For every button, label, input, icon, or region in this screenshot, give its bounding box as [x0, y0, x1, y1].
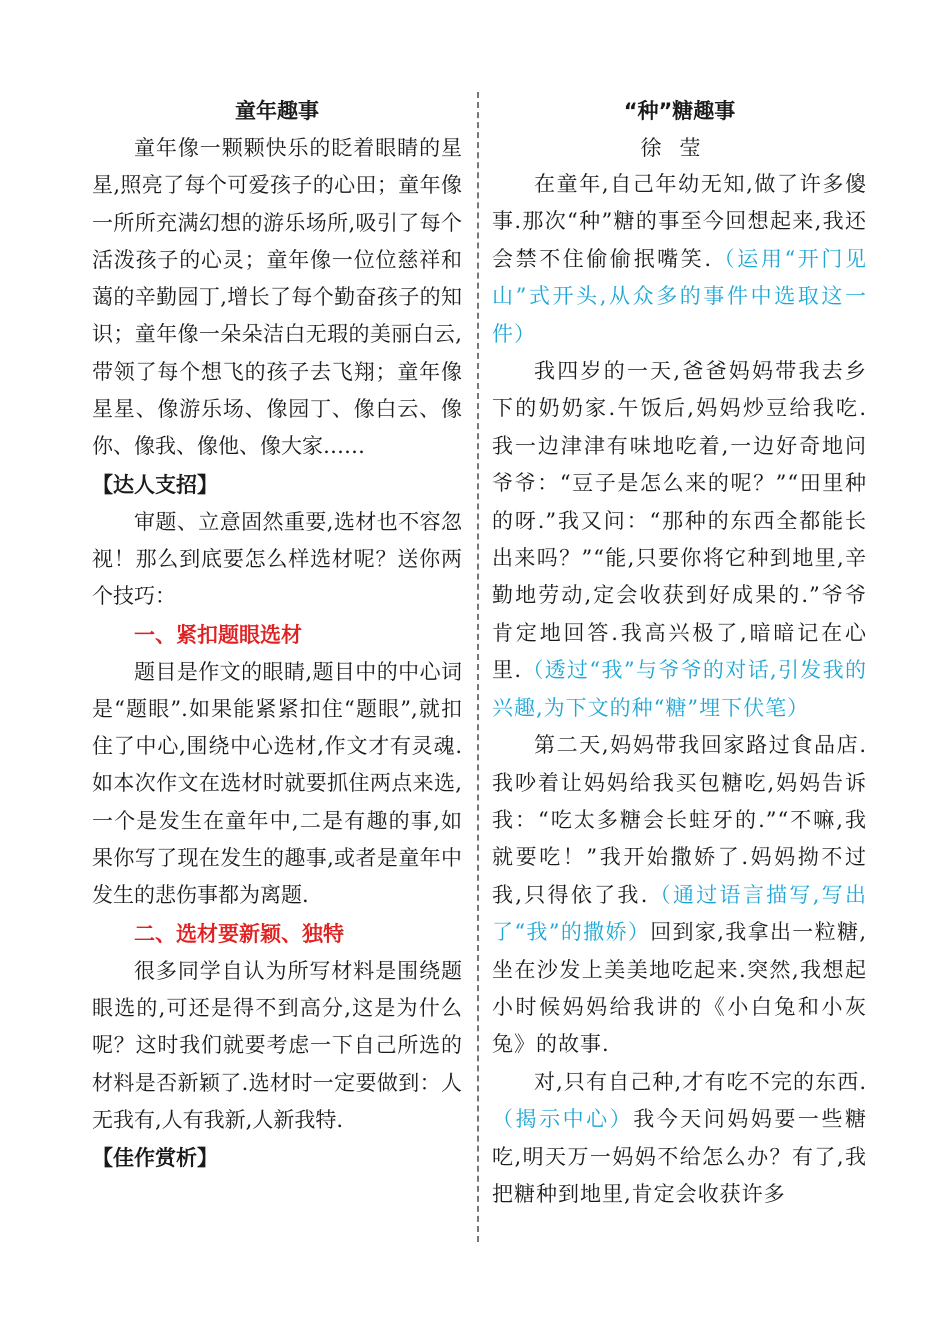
tip2-heading: 二、选材要新颖、独特: [134, 921, 344, 946]
tip2-paragraph: 很多同学自认为所写材料是围绕题眼选的,可还是得不到高分,这是为什么呢？这时我们就要考虑一下自己所选的材料是否新颖了.选材时一定要做到：人无我有,人有我新,人新我特.: [92, 958, 462, 1132]
commentary-note: （运用“开门见山”式开头,从众多的事件中选取这一件）: [492, 246, 867, 346]
essay-paragraph-4: [492, 1064, 867, 1214]
commentary-note: （通过语言描写,写出了“我”的撒娇）: [492, 882, 867, 945]
paragraph-text: 回到家,我拿出一粒糖,坐在沙发上美美地吃起来.突然,我想起小时候妈妈给我讲的《小白兔和小灰兔》的故事.: [492, 920, 867, 1057]
tips-section-heading: 【达人支招】: [92, 472, 218, 497]
right-column: [492, 92, 867, 1213]
essay-paragraph-1: [492, 166, 867, 353]
article-title: 童年趣事: [235, 99, 319, 123]
paragraph-text: 第二天,妈妈带我回家路过食品店.我吵着让妈妈给我买包糖吃,妈妈告诉我：“吃太多糖会长蛀牙的.”“不嘛,我就要吃！”我开始撒娇了.妈妈拗不过我,只得依了我.: [492, 733, 867, 907]
essay-paragraph-3: [492, 727, 867, 1064]
left-column: [92, 92, 462, 1177]
paragraph-text: 我今天问妈妈要一些糖吃,明天万一妈妈不给怎么办？有了,我把糖种到地里,肯定会收获许多: [492, 1107, 868, 1206]
tip1-paragraph: 题目是作文的眼睛,题目中的中心词是“题眼”.如果能紧紧扣住“题眼”,就扣住了中心,围绕中心选材,作文才有灵魂.如本次作文在选材时就要抓住两点来选,一个是发生在童年中,二是有趣的事,如果你写了现在发生的趣事,或者是童年中发生的悲伤事都为离题.: [92, 659, 462, 908]
column-divider: [477, 92, 479, 1242]
appreciation-section-heading: 【佳作赏析】: [92, 1146, 218, 1171]
commentary-note: （透过“我”与爷爷的对话,引发我的兴趣,为下文的种“糖”埋下伏笔）: [492, 658, 867, 720]
tips-intro-paragraph: 审题、立意固然重要,选材也不容忽视！那么到底要怎么样选材呢？送你两个技巧：: [92, 509, 462, 609]
intro-paragraph: 童年像一颗颗快乐的眨着眼睛的星星,照亮了每个可爱孩子的心田；童年像一所所充满幻想的游乐场所,吸引了每个活泼孩子的心灵；童年像一位位慈祥和蔼的辛勤园丁,增长了每个勤奋孩子的知识；童年像一朵朵洁白无瑕的美丽白云,带领了每个想飞的孩子去飞翔；童年像星星、像游乐场、像园丁、像白云、像你、像我、像他、像大家……: [92, 136, 462, 459]
paragraph-text: 在童年,自己年幼无知,做了许多傻事.那次“种”糖的事至今回想起来,我还会禁不住偷偷抿嘴笑.: [492, 172, 867, 271]
essay-title: “种”糖趣事: [623, 99, 736, 123]
paragraph-text: 对,只有自己种,才有吃不完的东西.: [534, 1069, 867, 1094]
essay-paragraph-2: [492, 353, 867, 727]
essay-author: 徐莹: [640, 136, 719, 160]
paragraph-text: 我四岁的一天,爸爸妈妈带我去乡下的奶奶家.午饭后,妈妈炒豆给我吃.我一边津津有味地吃着,一边好奇地问爷爷：“豆子是怎么来的呢？”“田里种的呀.”我又问：“那种的东西全都能长出来吗？”“能,只要你将它种到地里,辛勤地劳动,定会收获到好成果的.”爷爷肯定地回答.我高兴极了,暗暗记在心里.: [492, 359, 867, 683]
commentary-note: （揭示中心）: [492, 1107, 634, 1132]
tip1-heading: 一、紧扣题眼选材: [134, 622, 302, 647]
